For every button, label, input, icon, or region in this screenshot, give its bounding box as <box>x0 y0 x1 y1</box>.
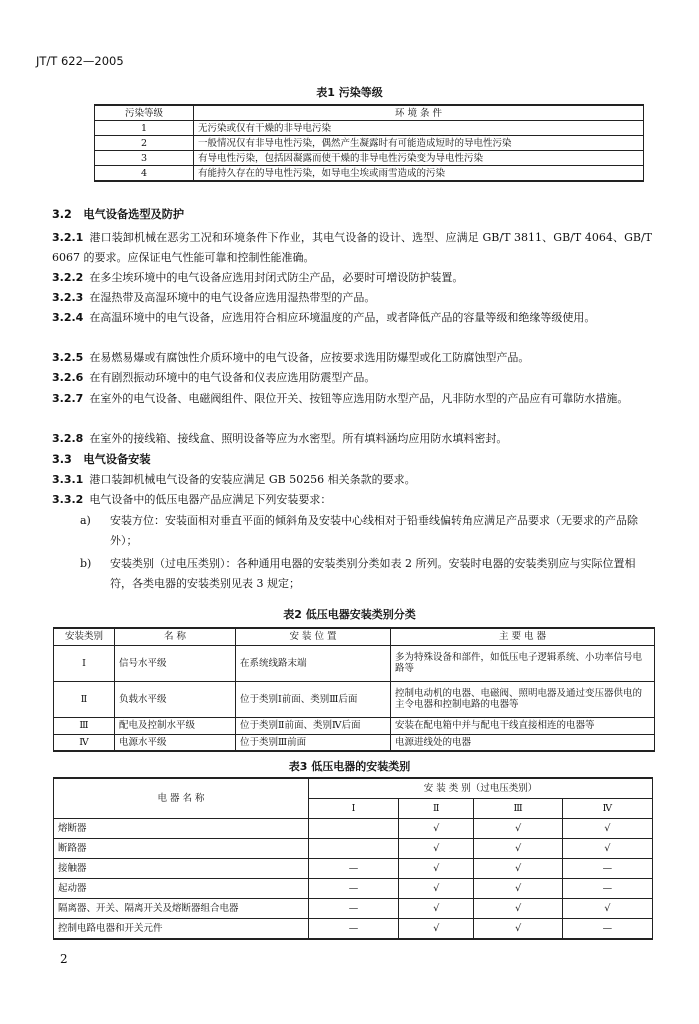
table-row <box>54 734 655 751</box>
t1-cell: 1 <box>95 121 194 136</box>
table2-install-categories <box>53 627 655 752</box>
t1-cell: 2 <box>95 136 194 151</box>
clause-text: 电气设备中的低压电器产品应满足下列安装要求： <box>89 493 332 506</box>
clause-number: 3.3.2 <box>52 493 84 506</box>
table-row <box>95 166 644 182</box>
t3-name-cell: 起动器 <box>54 879 309 899</box>
table3-install-category-matrix <box>53 777 653 940</box>
t3-cell <box>309 839 399 859</box>
t2-header: 安 装 位 置 <box>236 628 391 645</box>
t2-cell: 位于类别Ⅲ前面 <box>236 734 391 751</box>
clause-number: 3.2.1 <box>52 231 84 244</box>
clause-text: 在多尘埃环境中的电气设备应选用封闭式防尘产品，必要时可增设防护装置。 <box>89 271 464 284</box>
clause-text: 在高温环境中的电气设备，应选用符合相应环境温度的产品，或者降低产品的容量等级和绝缘等级使用。 <box>89 311 596 324</box>
t2-header: 主 要 电 器 <box>391 628 655 645</box>
t3-cell: √ <box>474 899 562 919</box>
table-row <box>54 681 655 717</box>
clause-text: 在有剧烈振动环境中的电气设备和仪表应选用防震型产品。 <box>89 371 376 384</box>
clause-number: 3.2.3 <box>52 291 84 304</box>
clause-text: 港口装卸机械电气设备的安装应满足 GB 50256 相关条款的要求。 <box>89 473 416 486</box>
table1-caption: 表1 污染等级 <box>316 86 383 99</box>
clause-number: 3.2.7 <box>52 392 84 405</box>
clause-text: 在易燃易爆或有腐蚀性介质环境中的电气设备，应按要求选用防爆型或化工防腐蚀型产品。 <box>89 351 530 364</box>
t1-cell: 3 <box>95 151 194 166</box>
t2-header: 名 称 <box>115 628 236 645</box>
t3-cell: — <box>562 879 652 899</box>
list-item-b <box>80 554 652 594</box>
list-text: 安装方位：安装面相对垂直平面的倾斜角及安装中心线相对于铅垂线偏转角应满足产品要求（无要求的产品除外）； <box>110 514 638 547</box>
t3-cell: √ <box>562 899 652 919</box>
page-number: 2 <box>60 952 68 966</box>
table-row <box>95 151 644 166</box>
clause-number: 3.3.1 <box>52 473 84 486</box>
clause-3-2-8 <box>52 429 652 449</box>
clause-3-2-6 <box>52 368 652 388</box>
table-row <box>54 859 653 879</box>
standard-code: JT/T 622—2005 <box>36 54 124 68</box>
section-title: 电气设备安装 <box>83 453 151 466</box>
table-row <box>54 819 653 839</box>
table2-caption: 表2 低压电器安装类别分类 <box>283 608 416 621</box>
clause-3-2-5 <box>52 348 652 368</box>
section-number: 3.2 <box>52 208 72 221</box>
t3-cell: √ <box>474 919 562 940</box>
t3-cell: √ <box>399 899 474 919</box>
t3-col-header: Ⅰ <box>309 799 399 819</box>
t1-cell: 一般情况仅有非导电性污染，偶然产生凝露时有可能造成短时的导电性污染 <box>194 136 644 151</box>
t3-cell: √ <box>474 819 562 839</box>
clause-3-2-1 <box>52 228 652 268</box>
t3-cell: √ <box>562 839 652 859</box>
clause-text: 在湿热带及高湿环境中的电气设备应选用湿热带型的产品。 <box>89 291 376 304</box>
t3-cell: √ <box>399 819 474 839</box>
table3-caption: 表3 低压电器的安装类别 <box>288 760 411 773</box>
clause-number: 3.2.4 <box>52 311 84 324</box>
t3-col-header: Ⅲ <box>474 799 562 819</box>
t2-cell: 信号水平级 <box>115 645 236 681</box>
t2-cell: 在系统线路末端 <box>236 645 391 681</box>
clause-text: 在室外的电气设备、电磁阀组件、限位开关、按钮等应选用防水型产品，凡非防水型的产品应有可靠防水措施。 <box>89 392 629 405</box>
t1-header-level: 污染等级 <box>95 105 194 121</box>
t2-cell: 电源水平级 <box>115 734 236 751</box>
clause-3-2-2 <box>52 268 652 288</box>
t1-header-condition: 环 境 条 件 <box>194 105 644 121</box>
t2-cell: 电源进线处的电器 <box>391 734 655 751</box>
t3-name-header: 电 器 名 称 <box>54 778 309 819</box>
clause-3-3-1 <box>52 470 652 490</box>
t3-cell: — <box>309 899 399 919</box>
t2-cell: 位于类别Ⅰ前面、类别Ⅲ后面 <box>236 681 391 717</box>
t3-cell: √ <box>474 859 562 879</box>
t3-name-cell: 接触器 <box>54 859 309 879</box>
table-row <box>54 717 655 734</box>
t3-col-header: Ⅱ <box>399 799 474 819</box>
clause-3-2-7 <box>52 389 652 409</box>
t3-cell: √ <box>399 859 474 879</box>
t1-cell: 有导电性污染，包括因凝露而使干燥的非导电性污染变为导电性污染 <box>194 151 644 166</box>
t3-cell <box>309 819 399 839</box>
t3-col-header: Ⅳ <box>562 799 652 819</box>
section-3-3-heading <box>52 452 151 468</box>
table-row <box>54 839 653 859</box>
clause-number: 3.2.6 <box>52 371 84 384</box>
t3-cell: — <box>309 919 399 940</box>
t3-cell: √ <box>399 919 474 940</box>
t2-cell: 位于类别Ⅱ前面、类别Ⅳ后面 <box>236 717 391 734</box>
section-number: 3.3 <box>52 453 72 466</box>
t3-cell: √ <box>399 879 474 899</box>
clause-number: 3.2.5 <box>52 351 84 364</box>
clause-3-2-3 <box>52 288 652 308</box>
t1-cell: 4 <box>95 166 194 182</box>
t3-name-cell: 控制电路电器和开关元件 <box>54 919 309 940</box>
clause-3-3-2 <box>52 490 652 510</box>
t3-name-cell: 隔离器、开关、隔离开关及熔断器组合电器 <box>54 899 309 919</box>
list-marker: b) <box>80 557 92 570</box>
table1-pollution-levels <box>94 104 644 182</box>
table-row <box>54 919 653 940</box>
t2-cell: Ⅰ <box>54 645 115 681</box>
clause-text: 港口装卸机械在恶劣工况和环境条件下作业，其电气设备的设计、选型、应满足 GB/T 3811、GB/T 4064、GB/T 6067 的要求。应保证电气性能可靠和控制性能准确。 <box>52 231 652 264</box>
t3-cell: √ <box>474 879 562 899</box>
t3-group-header: 安 装 类 别（过电压类别） <box>309 778 653 799</box>
clause-3-2-4 <box>52 308 652 328</box>
table-row <box>54 899 653 919</box>
section-3-2-heading <box>52 207 184 223</box>
t2-cell: 控制电动机的电器、电磁阀、照明电器及通过变压器供电的主令电器和控制电路的电器等 <box>391 681 655 717</box>
table-row <box>95 136 644 151</box>
section-title: 电气设备选型及防护 <box>83 208 185 221</box>
t2-cell: Ⅲ <box>54 717 115 734</box>
t3-cell: √ <box>562 819 652 839</box>
table-row <box>54 879 653 899</box>
list-text: 安装类别（过电压类别）：各种通用电器的安装类别分类如表 2 所列。安装时电器的安装类别应与实际位置相符，各类电器的安装类别见表 3 规定； <box>110 557 636 590</box>
t3-name-cell: 熔断器 <box>54 819 309 839</box>
t3-cell: √ <box>474 839 562 859</box>
t3-cell: √ <box>399 839 474 859</box>
clause-number: 3.2.2 <box>52 271 84 284</box>
t3-cell: — <box>562 859 652 879</box>
table-row <box>95 121 644 136</box>
t2-cell: Ⅱ <box>54 681 115 717</box>
t2-cell: 负载水平级 <box>115 681 236 717</box>
list-marker: a) <box>80 514 91 527</box>
table-row <box>54 645 655 681</box>
t3-cell: — <box>309 859 399 879</box>
t2-cell: 配电及控制水平级 <box>115 717 236 734</box>
t2-header: 安装类别 <box>54 628 115 645</box>
t2-cell: Ⅳ <box>54 734 115 751</box>
t2-cell: 安装在配电箱中并与配电干线直接相连的电器等 <box>391 717 655 734</box>
t2-cell: 多为特殊设备和部件，如低压电子逻辑系统、小功率信号电路等 <box>391 645 655 681</box>
list-item-a <box>80 511 652 551</box>
t1-cell: 无污染或仅有干燥的非导电污染 <box>194 121 644 136</box>
clause-number: 3.2.8 <box>52 432 84 445</box>
t3-cell: — <box>562 919 652 940</box>
t3-name-cell: 断路器 <box>54 839 309 859</box>
clause-text: 在室外的接线箱、接线盒、照明设备等应为水密型。所有填料涵均应用防水填料密封。 <box>89 432 508 445</box>
t3-cell: — <box>309 879 399 899</box>
t1-cell: 有能持久存在的导电性污染，如导电尘埃或雨雪造成的污染 <box>194 166 644 182</box>
